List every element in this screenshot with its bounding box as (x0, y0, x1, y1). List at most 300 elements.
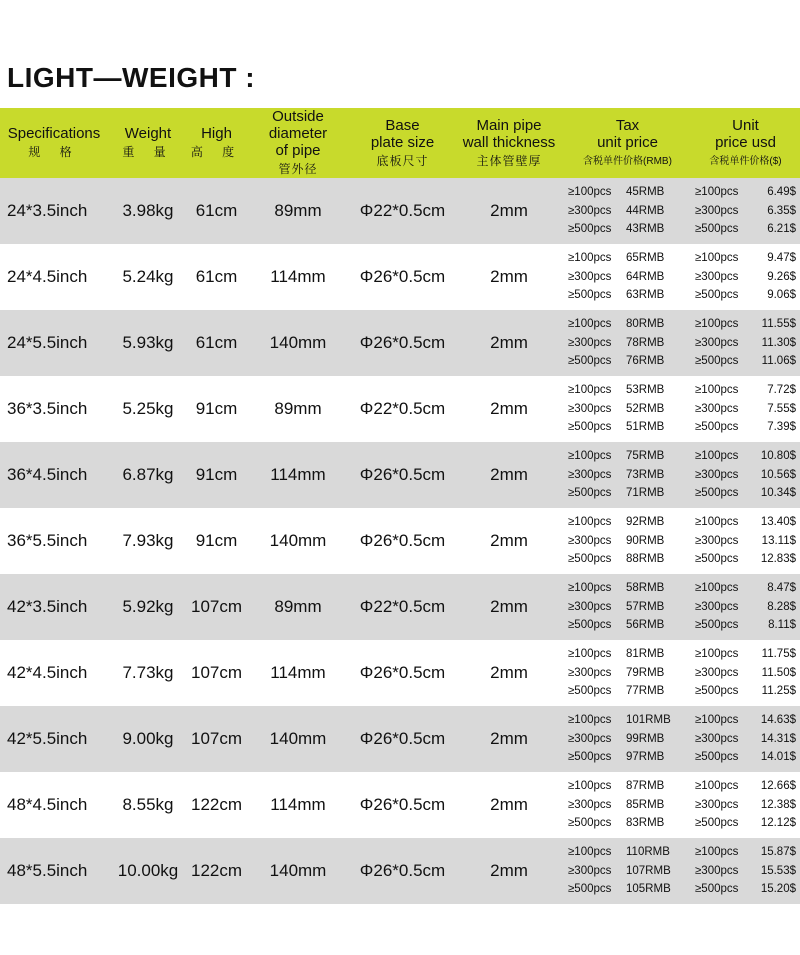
price-tier (568, 513, 691, 532)
price-tier (695, 220, 800, 239)
cell-spec: 24*4.5inch (7, 267, 88, 286)
price-tier (695, 352, 800, 371)
tier-quantity: ≥500pcs (568, 289, 612, 302)
tier-price: 110RMB (626, 846, 670, 859)
tier-quantity: ≥300pcs (695, 534, 739, 547)
tier-price: 7.39$ (767, 421, 796, 434)
tier-price: 53RMB (626, 384, 665, 397)
price-tier (568, 777, 691, 796)
tier-price: 9.06$ (767, 289, 796, 302)
tier-price: 11.06$ (761, 355, 796, 368)
cell-diameter: 114mm (270, 465, 326, 484)
cell-rmb-price (564, 376, 691, 442)
tier-quantity: ≥300pcs (568, 336, 612, 349)
price-tier (695, 880, 800, 899)
price-tier (695, 484, 800, 503)
price-tier (695, 616, 800, 635)
cell-rmb-price (564, 838, 691, 904)
tier-price: 7.72$ (767, 384, 796, 397)
cell-usd-price (691, 508, 800, 574)
cell-base: Φ26*0.5cm (359, 267, 446, 286)
price-tier (695, 598, 800, 617)
price-tier (695, 730, 800, 749)
cell-weight: 8.55kg (122, 795, 174, 814)
cell-weight: 10.00kg (117, 861, 179, 880)
cell-high: 91cm (195, 399, 238, 418)
tier-quantity: ≥100pcs (695, 516, 739, 529)
cell-wall: 2mm (490, 201, 528, 220)
tier-price: 83RMB (626, 817, 665, 830)
tier-price: 11.30$ (761, 336, 796, 349)
price-tier (568, 466, 691, 485)
tier-quantity: ≥500pcs (695, 817, 739, 830)
tier-price: 97RMB (626, 751, 665, 764)
tier-price: 77RMB (626, 685, 665, 698)
price-tier (695, 532, 800, 551)
price-tier (568, 579, 691, 598)
cell-weight: 5.93kg (122, 333, 174, 352)
cell-diameter: 89mm (274, 201, 322, 220)
tier-price: 6.35$ (767, 204, 796, 217)
price-tier (568, 315, 691, 334)
cell-weight: 7.93kg (122, 531, 174, 550)
tier-quantity: ≥500pcs (568, 619, 612, 632)
cell-base: Φ26*0.5cm (359, 333, 446, 352)
cell-wall: 2mm (490, 531, 528, 550)
tier-quantity: ≥100pcs (695, 186, 739, 199)
price-tier (695, 202, 800, 221)
tier-quantity: ≥300pcs (568, 666, 612, 679)
cell-usd-price (691, 442, 800, 508)
cell-wall: 2mm (490, 597, 528, 616)
cell-spec: 24*5.5inch (7, 333, 88, 352)
cell-weight: 5.25kg (122, 399, 174, 418)
tier-price: 71RMB (626, 487, 665, 500)
cell-high: 122cm (190, 861, 243, 880)
tier-quantity: ≥300pcs (695, 864, 739, 877)
price-tier (568, 616, 691, 635)
tier-price: 12.83$ (760, 553, 796, 566)
tier-quantity: ≥300pcs (695, 204, 739, 217)
price-tier (568, 711, 691, 730)
cell-base: Φ22*0.5cm (359, 399, 446, 418)
header-row (0, 108, 800, 178)
table-row (0, 178, 800, 244)
tier-price: 13.11$ (761, 534, 796, 547)
price-tier (695, 862, 800, 881)
tier-quantity: ≥500pcs (695, 421, 739, 434)
price-tier (695, 513, 800, 532)
price-tier (695, 418, 800, 437)
tier-price: 92RMB (626, 516, 665, 529)
cell-weight: 9.00kg (122, 729, 174, 748)
cell-wall: 2mm (490, 465, 528, 484)
tier-price: 9.47$ (767, 252, 796, 265)
tier-quantity: ≥500pcs (695, 223, 739, 236)
cell-spec: 36*3.5inch (7, 399, 88, 418)
cell-diameter: 114mm (270, 795, 326, 814)
header-usd-price: Unit price usd 含税单件价格($) (709, 116, 782, 167)
cell-spec: 42*4.5inch (7, 663, 88, 682)
tier-quantity: ≥300pcs (568, 600, 612, 613)
tier-quantity: ≥500pcs (568, 685, 612, 698)
tier-quantity: ≥100pcs (695, 714, 739, 727)
cell-base: Φ26*0.5cm (359, 795, 446, 814)
price-tier (695, 315, 800, 334)
price-tier (568, 268, 691, 287)
tier-price: 14.31$ (760, 732, 796, 745)
cell-diameter: 140mm (269, 861, 327, 880)
cell-high: 61cm (195, 267, 238, 286)
tier-quantity: ≥500pcs (568, 487, 612, 500)
table-header (0, 108, 800, 178)
cell-rmb-price (564, 640, 691, 706)
table-row (0, 838, 800, 904)
tier-price: 99RMB (626, 732, 665, 745)
tier-quantity: ≥100pcs (568, 186, 612, 199)
tier-quantity: ≥100pcs (568, 582, 612, 595)
cell-base: Φ22*0.5cm (359, 201, 446, 220)
tier-price: 11.50$ (761, 666, 796, 679)
spec-table (0, 108, 800, 904)
tier-quantity: ≥100pcs (568, 714, 612, 727)
price-tier (568, 249, 691, 268)
table-body (0, 178, 800, 904)
cell-wall: 2mm (490, 795, 528, 814)
header-high: High 高 度 (190, 125, 243, 159)
cell-high: 107cm (190, 597, 243, 616)
tier-price: 8.47$ (767, 582, 796, 595)
tier-quantity: ≥500pcs (568, 751, 612, 764)
price-tier (695, 268, 800, 287)
tier-price: 64RMB (626, 270, 665, 283)
tier-price: 8.28$ (767, 600, 796, 613)
tier-quantity: ≥300pcs (568, 402, 612, 415)
cell-diameter: 140mm (269, 333, 327, 352)
header-rmb-price: Tax unit price 含税单件价格(RMB) (583, 116, 672, 167)
tier-price: 10.34$ (760, 487, 796, 500)
price-tier (568, 880, 691, 899)
tier-quantity: ≥500pcs (568, 553, 612, 566)
price-tier (568, 381, 691, 400)
price-tier (695, 286, 800, 305)
price-tier (568, 814, 691, 833)
cell-wall: 2mm (490, 729, 528, 748)
tier-quantity: ≥500pcs (695, 883, 739, 896)
tier-price: 44RMB (626, 204, 665, 217)
tier-price: 58RMB (626, 582, 665, 595)
tier-price: 81RMB (626, 648, 665, 661)
table-row (0, 706, 800, 772)
price-tier (568, 748, 691, 767)
tier-price: 11.25$ (761, 685, 796, 698)
tier-quantity: ≥100pcs (568, 780, 612, 793)
cell-usd-price (691, 376, 800, 442)
tier-price: 13.40$ (760, 516, 796, 529)
tier-price: 15.20$ (760, 883, 796, 896)
tier-price: 7.55$ (767, 402, 796, 415)
price-tier (568, 682, 691, 701)
price-tier (568, 202, 691, 221)
tier-quantity: ≥500pcs (695, 619, 739, 632)
cell-high: 91cm (195, 465, 238, 484)
tier-quantity: ≥500pcs (568, 355, 612, 368)
tier-price: 9.26$ (767, 270, 796, 283)
tier-price: 76RMB (626, 355, 665, 368)
tier-price: 10.80$ (760, 450, 796, 463)
tier-quantity: ≥100pcs (568, 648, 612, 661)
tier-price: 51RMB (626, 421, 665, 434)
tier-price: 15.53$ (760, 864, 796, 877)
price-tier (695, 843, 800, 862)
price-tier (568, 334, 691, 353)
tier-price: 12.66$ (760, 780, 796, 793)
tier-quantity: ≥300pcs (568, 270, 612, 283)
page-title: LIGHT—WEIGHT : (7, 62, 256, 93)
cell-spec: 48*4.5inch (7, 795, 88, 814)
tier-quantity: ≥100pcs (568, 846, 612, 859)
tier-price: 73RMB (626, 468, 665, 481)
tier-quantity: ≥500pcs (695, 355, 739, 368)
cell-usd-price (691, 838, 800, 904)
cell-weight: 3.98kg (122, 201, 174, 220)
header-diameter: Outside diameter of pipe 管外径 (268, 108, 328, 176)
tier-quantity: ≥100pcs (568, 252, 612, 265)
price-tier (695, 777, 800, 796)
price-tier (695, 664, 800, 683)
price-tier (568, 532, 691, 551)
price-tier (568, 598, 691, 617)
tier-price: 63RMB (626, 289, 665, 302)
tier-quantity: ≥100pcs (568, 516, 612, 529)
cell-spec: 24*3.5inch (7, 201, 88, 220)
cell-spec: 48*5.5inch (7, 861, 88, 880)
tier-price: 107RMB (626, 864, 671, 877)
cell-diameter: 114mm (270, 267, 326, 286)
cell-base: Φ26*0.5cm (359, 465, 446, 484)
header-spec: Specifications 规 格 (7, 125, 101, 159)
price-tier (568, 645, 691, 664)
tier-price: 8.11$ (768, 619, 796, 632)
tier-quantity: ≥500pcs (695, 289, 739, 302)
price-tier (695, 249, 800, 268)
cell-rmb-price (564, 508, 691, 574)
cell-usd-price (691, 244, 800, 310)
price-tier (695, 748, 800, 767)
cell-diameter: 140mm (269, 531, 327, 550)
table-row (0, 376, 800, 442)
tier-price: 88RMB (626, 553, 665, 566)
table-row (0, 310, 800, 376)
price-tier (568, 400, 691, 419)
tier-price: 78RMB (626, 336, 665, 349)
tier-quantity: ≥100pcs (695, 450, 739, 463)
tier-price: 6.21$ (767, 223, 796, 236)
tier-quantity: ≥100pcs (695, 252, 739, 265)
cell-weight: 7.73kg (122, 663, 174, 682)
cell-wall: 2mm (490, 663, 528, 682)
price-tier (568, 730, 691, 749)
price-tier (568, 843, 691, 862)
cell-diameter: 89mm (274, 597, 322, 616)
cell-spec: 42*3.5inch (7, 597, 88, 616)
tier-quantity: ≥300pcs (695, 402, 739, 415)
price-tier (695, 711, 800, 730)
table-row (0, 508, 800, 574)
tier-quantity: ≥300pcs (695, 666, 739, 679)
price-tier (568, 286, 691, 305)
tier-quantity: ≥500pcs (568, 883, 612, 896)
price-tier (568, 862, 691, 881)
cell-spec: 36*4.5inch (7, 465, 88, 484)
cell-usd-price (691, 310, 800, 376)
price-tier (695, 183, 800, 202)
tier-price: 10.56$ (760, 468, 796, 481)
tier-price: 14.01$ (760, 751, 796, 764)
tier-price: 101RMB (626, 714, 671, 727)
tier-quantity: ≥100pcs (695, 582, 739, 595)
cell-spec: 36*5.5inch (7, 531, 88, 550)
table-row (0, 772, 800, 838)
price-tier (695, 814, 800, 833)
tier-price: 105RMB (626, 883, 671, 896)
cell-weight: 5.92kg (122, 597, 174, 616)
tier-quantity: ≥300pcs (568, 534, 612, 547)
tier-quantity: ≥300pcs (568, 864, 612, 877)
header-weight: Weight 重 量 (122, 125, 174, 159)
tier-price: 56RMB (626, 619, 665, 632)
tier-price: 87RMB (626, 780, 665, 793)
cell-diameter: 89mm (274, 399, 322, 418)
tier-price: 6.49$ (767, 186, 796, 199)
price-tier (568, 220, 691, 239)
tier-quantity: ≥100pcs (695, 648, 739, 661)
tier-price: 11.55$ (761, 318, 796, 331)
tier-quantity: ≥500pcs (695, 553, 739, 566)
tier-quantity: ≥500pcs (568, 223, 612, 236)
cell-rmb-price (564, 772, 691, 838)
cell-wall: 2mm (490, 333, 528, 352)
cell-high: 91cm (195, 531, 238, 550)
cell-high: 122cm (190, 795, 243, 814)
price-tier (568, 352, 691, 371)
price-tier (695, 796, 800, 815)
tier-quantity: ≥100pcs (695, 384, 739, 397)
tier-quantity: ≥300pcs (695, 798, 739, 811)
cell-wall: 2mm (490, 399, 528, 418)
tier-price: 65RMB (626, 252, 665, 265)
cell-base: Φ22*0.5cm (359, 597, 446, 616)
tier-price: 12.12$ (760, 817, 796, 830)
tier-quantity: ≥100pcs (568, 450, 612, 463)
cell-base: Φ26*0.5cm (359, 729, 446, 748)
table-row (0, 640, 800, 706)
tier-quantity: ≥300pcs (695, 732, 739, 745)
cell-wall: 2mm (490, 267, 528, 286)
tier-quantity: ≥500pcs (695, 751, 739, 764)
price-tier (695, 550, 800, 569)
cell-spec: 42*5.5inch (7, 729, 88, 748)
tier-price: 57RMB (626, 600, 665, 613)
cell-base: Φ26*0.5cm (359, 663, 446, 682)
tier-price: 43RMB (626, 223, 665, 236)
tier-price: 79RMB (626, 666, 665, 679)
tier-quantity: ≥300pcs (568, 798, 612, 811)
cell-high: 107cm (190, 729, 243, 748)
cell-rmb-price (564, 244, 691, 310)
tier-quantity: ≥100pcs (568, 384, 612, 397)
tier-price: 12.38$ (760, 798, 796, 811)
price-tier (695, 447, 800, 466)
tier-quantity: ≥300pcs (568, 204, 612, 217)
tier-quantity: ≥300pcs (695, 600, 739, 613)
cell-usd-price (691, 772, 800, 838)
tier-quantity: ≥100pcs (695, 318, 739, 331)
tier-quantity: ≥300pcs (695, 336, 739, 349)
cell-rmb-price (564, 178, 691, 244)
tier-price: 15.87$ (760, 846, 796, 859)
cell-rmb-price (564, 574, 691, 640)
header-wall: Main pipe wall thickness 主体管壁厚 (462, 116, 556, 168)
cell-diameter: 140mm (269, 729, 327, 748)
cell-wall: 2mm (490, 861, 528, 880)
tier-price: 80RMB (626, 318, 665, 331)
price-tier (568, 664, 691, 683)
table-row (0, 442, 800, 508)
tier-price: 52RMB (626, 402, 665, 415)
cell-rmb-price (564, 310, 691, 376)
cell-rmb-price (564, 442, 691, 508)
header-base: Base plate size 底板尺寸 (370, 116, 435, 168)
price-tier (568, 183, 691, 202)
price-tier (695, 381, 800, 400)
table-row (0, 574, 800, 640)
tier-quantity: ≥500pcs (568, 421, 612, 434)
price-tier (695, 645, 800, 664)
tier-quantity: ≥300pcs (695, 270, 739, 283)
price-tier (568, 447, 691, 466)
tier-quantity: ≥300pcs (568, 468, 612, 481)
tier-quantity: ≥300pcs (695, 468, 739, 481)
price-tier (568, 796, 691, 815)
tier-price: 14.63$ (760, 714, 796, 727)
cell-diameter: 114mm (270, 663, 326, 682)
tier-price: 45RMB (626, 186, 665, 199)
price-tier (695, 579, 800, 598)
cell-usd-price (691, 640, 800, 706)
cell-high: 61cm (195, 201, 238, 220)
cell-base: Φ26*0.5cm (359, 531, 446, 550)
price-tier (568, 550, 691, 569)
cell-usd-price (691, 706, 800, 772)
cell-rmb-price (564, 706, 691, 772)
tier-price: 85RMB (626, 798, 665, 811)
cell-weight: 6.87kg (122, 465, 174, 484)
tier-quantity: ≥300pcs (568, 732, 612, 745)
price-tier (695, 466, 800, 485)
price-tier (568, 484, 691, 503)
cell-high: 107cm (190, 663, 243, 682)
tier-quantity: ≥100pcs (695, 780, 739, 793)
tier-price: 11.75$ (761, 648, 796, 661)
price-tier (695, 400, 800, 419)
price-tier (695, 682, 800, 701)
table-row (0, 244, 800, 310)
tier-quantity: ≥100pcs (695, 846, 739, 859)
tier-quantity: ≥100pcs (568, 318, 612, 331)
price-tier (568, 418, 691, 437)
cell-usd-price (691, 574, 800, 640)
